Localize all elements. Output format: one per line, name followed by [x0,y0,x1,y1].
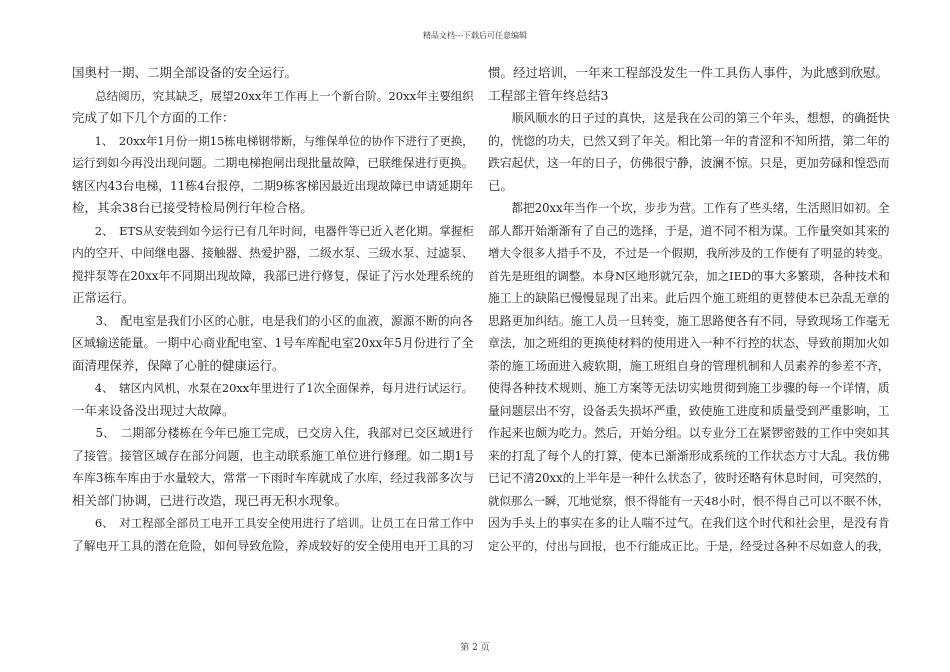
text-line: 车库3栋车库由于水量较大，常常一下雨时车库就成了水库，经过我部多次与 [72,471,475,485]
text-line: 2、 ETS从安装到如今运行已有几年时间，电器件等已近入老化期。掌握柜 [72,223,474,238]
text-line: 了接管。接管区域存在部分问题，也主动联系施工单位进行修理。如二期1号 [72,448,475,463]
text-line: 部人都开始渐渐有了自己的选择，于是，道不同不相为谋。工作量突如其来的 [488,223,890,238]
text-line: 顺风顺水的日子过的真快，这是我在公司的第三个年头，想想，的确挺快 [488,111,890,125]
text-line: 施工上的缺陷已慢慢显现了出来。此后四个施工班组的更替使本已杂乱无章的 [488,291,890,305]
text-line: 3、 配电室是我们小区的心脏，电是我们的小区的血液，源源不断的向各 [72,313,474,328]
text-line: 检，其余38台已接受特检局例行年检合格。 [72,200,313,215]
text-line: 国奥村一期、二期全部设备的安全运行。 [72,65,298,80]
text-line: 5、 二期部分楼栋在今年已施工完成，已交房入住，我部对已交区域进行 [72,426,474,440]
text-line: 已。 [488,177,514,193]
text-line: 增大令很多人措手不及，不过是一个假期，我所涉及的工作便有了明显的转变。 [488,246,890,260]
text-line: 运行到如今再没出现问题。二期电梯抱闸出现批量故障，已联维保进行更换。 [72,156,474,170]
text-line: 来的打乱了每个人的打算，使本已渐渐形成系统的工作状态方寸大乱。我仿佛 [488,448,890,463]
text-line: 因为手头上的事实在多的让人喘不过气。在我们这个时代和社会里，是没有肯 [488,516,890,530]
text-line: 量问题层出不穷，设备丢失损坏严重，致使施工进度和质量受到严重影响，工 [488,403,890,418]
text-line: 了解电开工具的潜在危险，如何导致危险，养成较好的安全使用电开工具的习 [72,538,474,553]
text-line: 总结阅历，究其缺乏，展望20xx年工作再上一个新台阶。20xx年主要组织 [72,88,474,103]
text-line: 就似那么一瞬，兀地觉察，恨不得能有一天48小时，恨不得自己可以不眠不休， [488,493,890,508]
text-line: 内的空开、中间继电器、接触器、热爱护器，二级水泵、三级水泵、过滤泵、 [72,246,474,260]
text-line: 相关部门协调，已进行改造，现已再无积水现象。 [72,492,348,508]
right-column [488,62,890,557]
text-line: 跌宕起伏，这一年的日子，仿佛很宁静，波澜不惊。只是，更加劳碌和惶恐而 [488,156,890,170]
text-line: 惯。经过培训，一年来工程部没发生一件工具伤人事件，为此感到欣慰。 [488,65,889,80]
text-line: 都把20xx年当作一个坎，步步为营。工作有了些头绪，生活照旧如初。全 [488,201,890,215]
text-line: 工程部主管年终总结3 [488,87,609,103]
text-line: 区域输送能量。一期中心商业配电室、1号车库配电室20xx年5月份进行了全 [72,336,474,350]
text-line: 面清理保养，保障了心脏的健康运行。 [72,357,285,373]
text-line: 使得各种技术规则、施工方案等无法切实地贯彻到施工步骤的每一个详情，质 [488,381,890,395]
text-line: 正常运行。 [72,290,135,305]
text-line: 定公平的，付出与回报，也不行能成正比。于是，经受过各种不尽如意人的我， [488,538,890,553]
page-header: 精品文档---下载后可任意编辑 [422,31,528,40]
text-line: 4、 辖区内风机，水泵在20xx年里进行了1次全面保养，每月进行试运行。 [72,381,474,395]
text-line: 辖区内43台电梯，11栋4台报停，二期9栋客梯因最近出现故障已申请延期年 [72,178,474,193]
text-line: 已记不清20xx的上半年是一种什么状态了，彼时还略有休息时间，可突然的， [488,471,890,485]
text-line: 首先是班组的调整。本身N区地形就冗杂，加之IED的事大多繁琐，各种技术和 [488,268,890,283]
text-line: 1、 20xx年1月份一期15栋电梯钢带断，与维保单位的协作下进行了更换， [72,133,474,148]
text-line: 荼的施工场面进入疲软期，施工班组自身的管理机制和人员素养的参差不齐， [488,358,890,373]
left-column [72,62,474,557]
text-line: 的，恍惚的功夫，已然又到了年关。相比第一年的青涩和不知所措，第二年的 [488,133,890,148]
text-line: 章法，加之班组的更换使材料的使用进入一种不行控的状态，导致前期加火如 [488,336,890,350]
text-line: 作起来也颇为吃力。然后，开始分组。以专业分工在紧锣密鼓的工作中突如其 [488,426,890,440]
text-line: 搅拌泵等在20xx年不同期出现故障，我部已进行修复，保证了污水处理系统的 [72,268,474,283]
text-line: 完成了如下几个方面的工作： [72,110,235,125]
text-line: 6、 对工程部全部员工电开工具安全使用进行了培训。让员工在日常工作中 [72,516,474,530]
page-number: 第 2 页 [460,643,490,653]
text-line: 一年来设备没出现过大故障。 [72,402,235,418]
text-line: 思路更加纠结。施工人员一旦转变，施工思路便各有不同，导致现场工作毫无 [488,313,890,328]
